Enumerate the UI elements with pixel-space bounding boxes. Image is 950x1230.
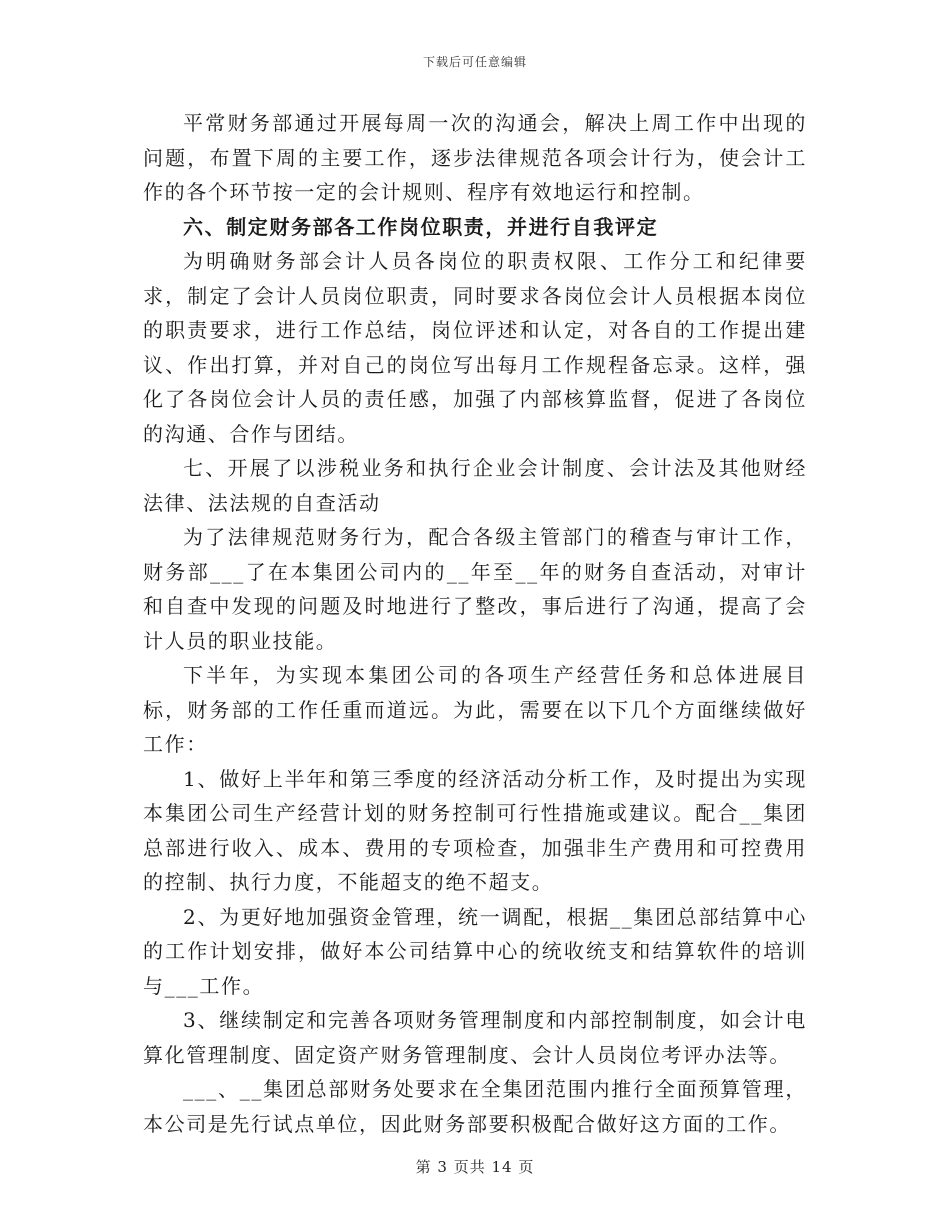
paragraph-1: 平常财务部通过开展每周一次的沟通会，解决上周工作中出现的问题，布置下周的主要工作，逐步法律规范各项会计行为，使会计工作的各个环节按一定的会计规则、程序有效地运行和控制。 [143,111,807,204]
list-item-4: ___、__集团总部财务处要求在全集团范围内推行全面预算管理，本公司是先行试点单位，因此财务部要积极配合做好这方面的工作。 [143,1077,807,1136]
page-number-footer: 第 3 页共 14 页 [415,1158,535,1176]
list-item-3: 3、继续制定和完善各项财务管理制度和内部控制制度，如会计电算化管理制度、固定资产财务管理制度、会计人员岗位考评办法等。 [143,1008,807,1067]
document-body [143,106,807,1141]
section-heading-6: 六、制定财务部各工作岗位职责，并进行自我评定 [183,214,659,239]
list-item-2: 2、为更好地加强资金管理，统一调配，根据__集团总部结算中心的工作计划安排，做好本公司结算中心的统收统支和结算软件的培训与___工作。 [143,904,807,998]
paragraph-3: 为了法律规范财务行为，配合各级主管部门的稽查与审计工作，财务部___了在本集团公司内的__年至__年的财务自查活动，对审计和自查中发现的问题及时地进行了整改，事后进行了沟通，提高了会计人员的职业技能。 [143,525,807,653]
page-header-note: 下载后可任意编辑 [422,55,527,69]
paragraph-2: 为明确财务部会计人员各岗位的职责权限、工作分工和纪律要求，制定了会计人员岗位职责，同时要求各岗位会计人员根据本岗位的职责要求，进行工作总结，岗位评述和认定，对各自的工作提出建议、作出打算，并对自己的岗位写出每月工作规程备忘录。这样，强化了各岗位会计人员的责任感，加强了内部核算监督，促进了各岗位的沟通、合作与团结。 [143,249,807,446]
section-heading-7: 七、开展了以涉税业务和执行企业会计制度、会计法及其他财经法律、法法规的自查活动 [143,456,807,515]
list-item-1: 1、做好上半年和第三季度的经济活动分析工作，及时提出为实现本集团公司生产经营计划的财务控制可行性措施或建议。配合__集团总部进行收入、成本、费用的专项检查，加强非生产费用和可控费用的控制、执行力度，不能超支的绝不超支。 [143,766,807,894]
paragraph-4: 下半年，为实现本集团公司的各项生产经营任务和总体进展目标，财务部的工作任重而道远。为此，需要在以下几个方面继续做好工作： [143,663,807,756]
